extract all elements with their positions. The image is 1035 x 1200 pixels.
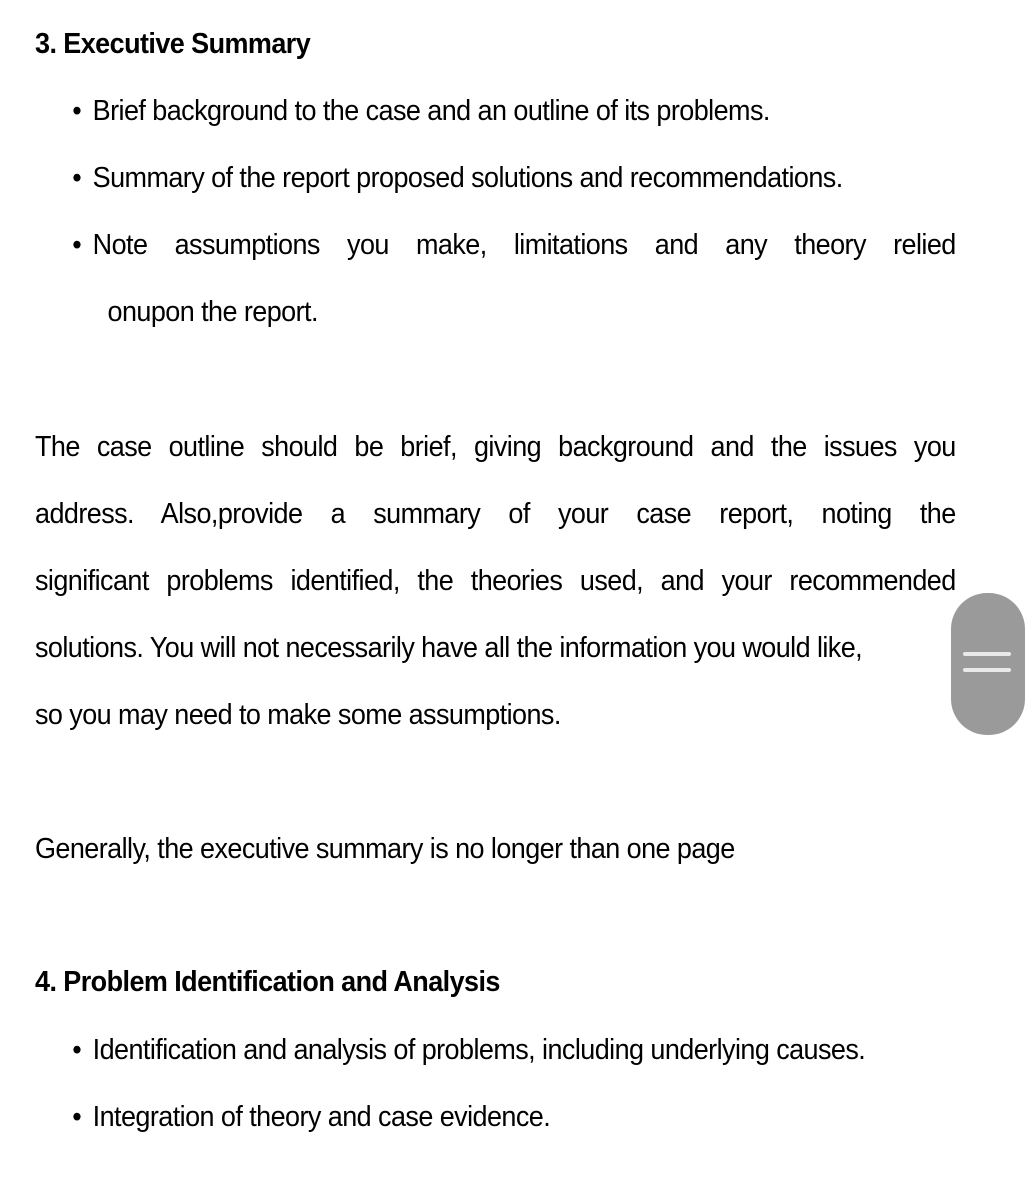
paragraph-line: The case outline should be brief, giving background and the issues you [35, 431, 956, 463]
section-heading-problem-identification: 4. Problem Identification and Analysis [35, 966, 500, 998]
section-heading-executive-summary: 3. Executive Summary [35, 28, 311, 60]
bullet-marker: • [72, 1101, 82, 1133]
paragraph-line: so you may need to make some assumptions. [35, 699, 561, 731]
summary-length-note: Generally, the executive summary is no longer than one page [35, 833, 735, 865]
bullet-item-identification: Identification and analysis of problems, including underlying causes. [92, 1034, 866, 1066]
bullet-item-integration: Integration of theory and case evidence. [92, 1101, 551, 1133]
bullet-marker: • [72, 1034, 82, 1066]
bullet-item-assumptions: Note assumptions you make, limitations and any theory relied [92, 229, 956, 261]
bullet-marker: • [72, 162, 82, 194]
scroll-handle[interactable] [951, 593, 1025, 735]
bullet-item-summary: Summary of the report proposed solutions and recommendations. [92, 162, 843, 194]
bullet-item-assumptions-continued: onupon the report. [107, 296, 318, 328]
bullet-marker: • [72, 229, 82, 261]
paragraph-line: address. Also,provide a summary of your case report, noting the [35, 498, 956, 530]
bullet-item-background: Brief background to the case and an outline of its problems. [92, 95, 770, 127]
paragraph-line: solutions. You will not necessarily have all the information you would like, [35, 632, 863, 664]
paragraph-line: significant problems identified, the theories used, and your recommended [35, 565, 956, 597]
bullet-marker: • [72, 95, 82, 127]
